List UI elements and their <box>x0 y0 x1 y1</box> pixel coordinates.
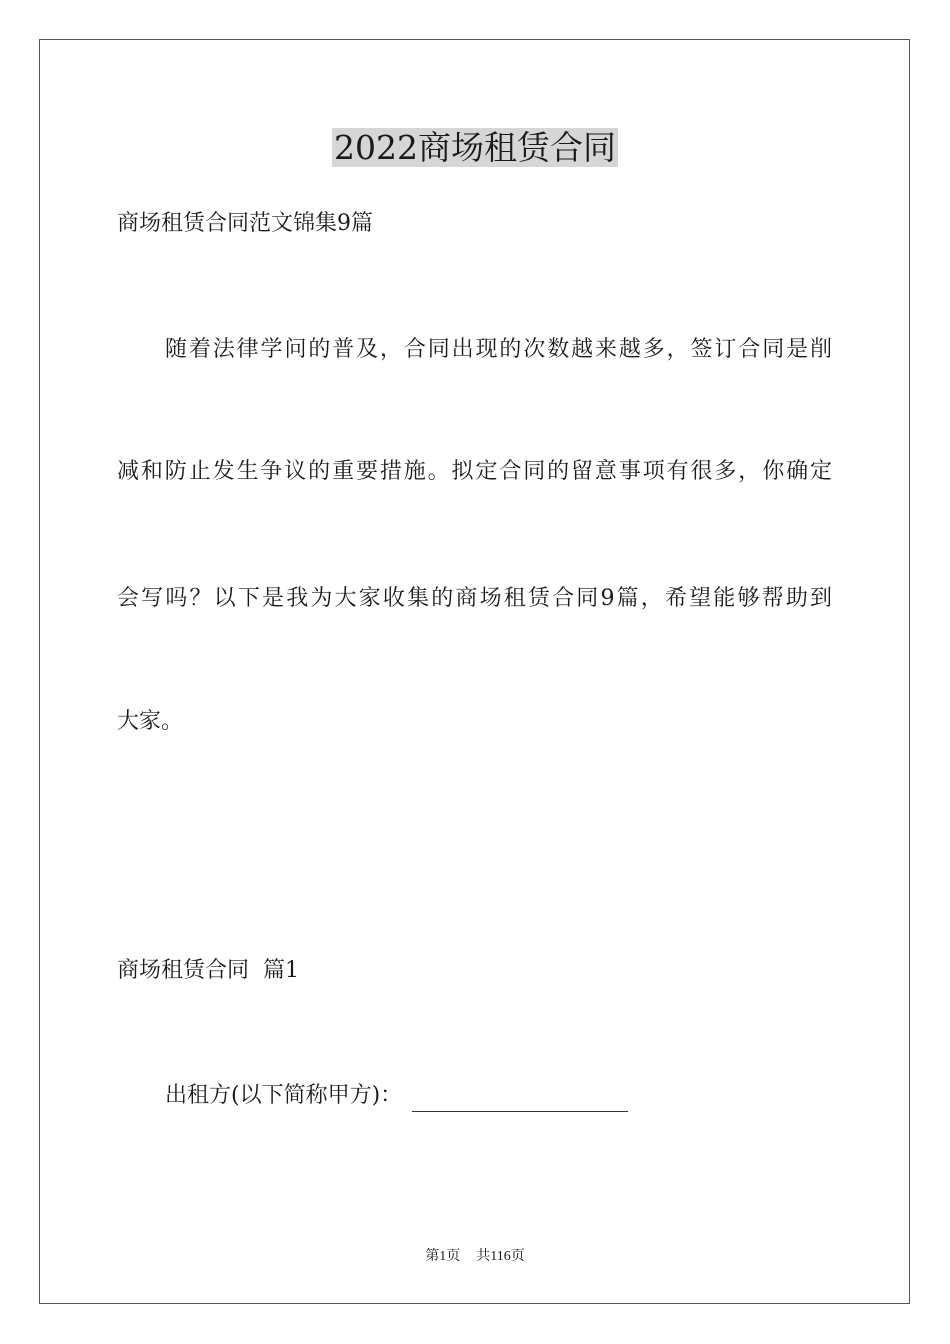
lessor-blank-field <box>412 1087 628 1112</box>
document-subtitle: 商场租赁合同范文锦集9篇 <box>117 211 373 236</box>
document-title-text: 2022商场租赁合同 <box>334 128 616 167</box>
intro-line-1: 随着法律学问的普及，合同出现的次数越来越多，签订合同是削 <box>165 337 832 362</box>
intro-line-3: 会写吗？以下是我为大家收集的商场租赁合同9篇，希望能够帮助到 <box>117 586 832 611</box>
intro-line-2: 减和防止发生争议的重要措施。拟定合同的留意事项有很多，你确定 <box>117 459 832 484</box>
page-total: 共116页 <box>476 1249 525 1264</box>
page-number: 第1页 <box>425 1249 461 1264</box>
document-title <box>0 124 950 172</box>
section-heading: 商场租赁合同 篇1 <box>117 958 299 983</box>
page-footer <box>0 1248 950 1266</box>
intro-line-4: 大家。 <box>117 709 184 734</box>
lessor-label: 出租方(以下简称甲方)： <box>165 1083 403 1108</box>
lessor-line <box>165 1080 628 1112</box>
